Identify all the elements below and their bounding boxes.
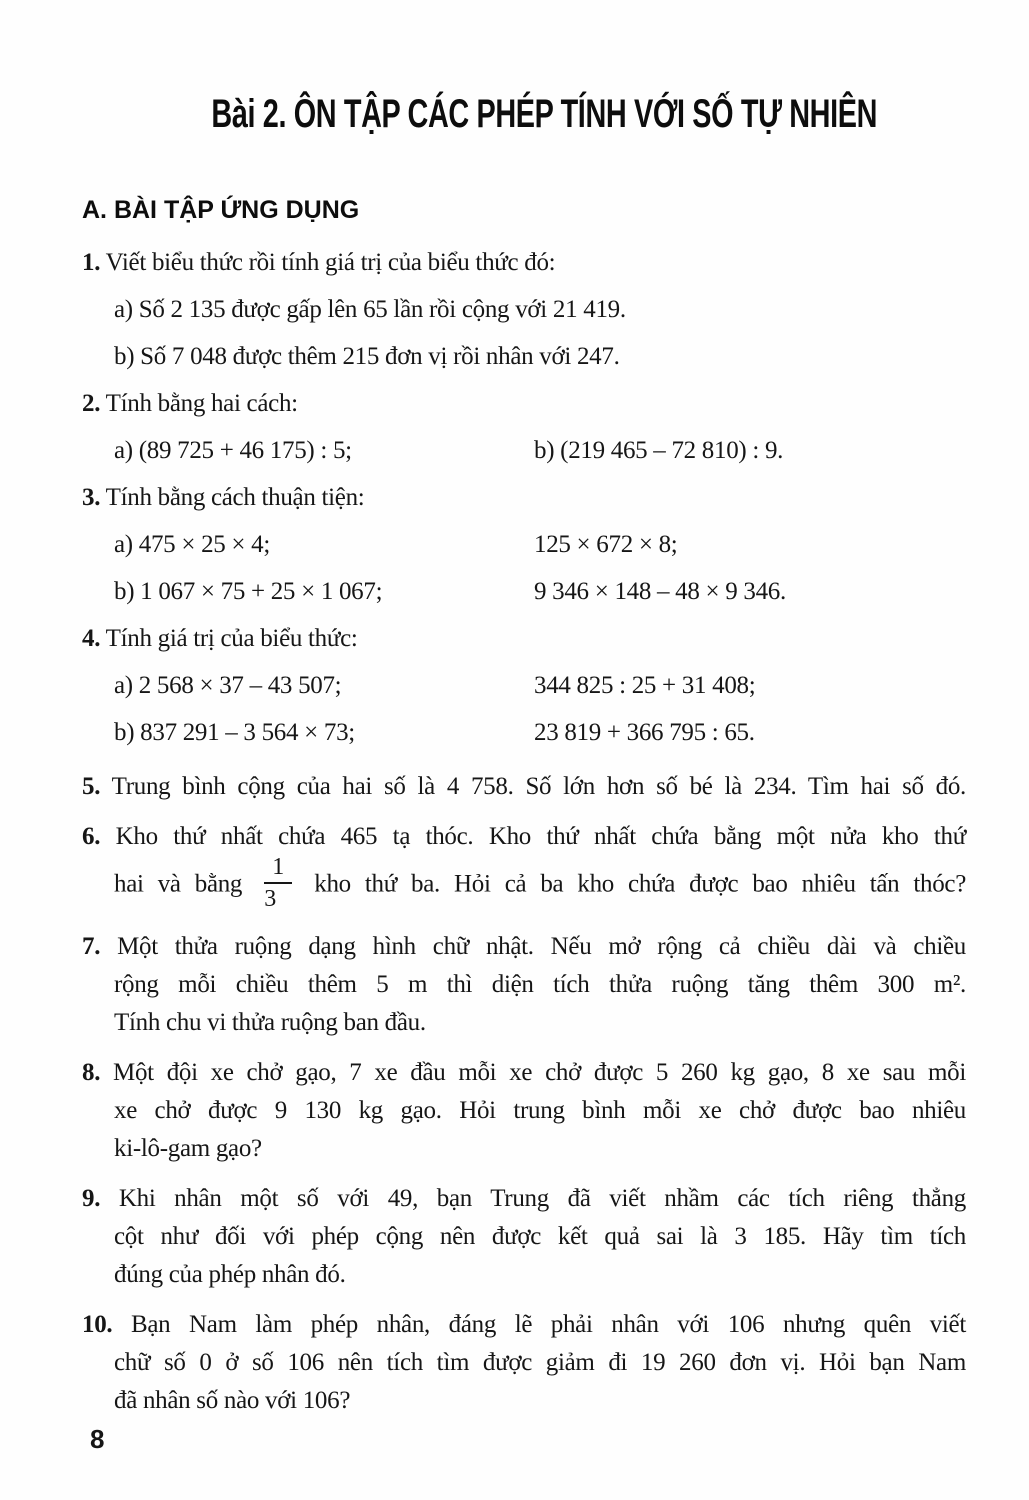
problem-number: 5. xyxy=(82,773,101,800)
problem-2-intro-line xyxy=(82,380,966,427)
expression-left: b) 837 291 – 3 564 × 73; xyxy=(114,719,355,746)
problem-number: 7. xyxy=(82,933,101,960)
expression-right: 23 819 + 366 795 : 65. xyxy=(534,719,755,746)
problem-text: kho thứ ba. Hỏi cả ba kho chứa được bao nhiêu tấn thóc? xyxy=(314,870,967,898)
problem-6-line-2 xyxy=(114,856,966,916)
problem-9-line-1 xyxy=(82,1180,966,1218)
problem-9-line-2: cột như đối với phép cộng nên được kết quả sai là 3 185. Hãy tìm tích xyxy=(114,1223,966,1250)
problem-8 xyxy=(82,1054,966,1168)
problem-2-expressions xyxy=(114,427,966,474)
problem-7 xyxy=(82,928,966,1042)
expression-left: a) 2 568 × 37 – 43 507; xyxy=(114,672,342,699)
problem-number: 3. xyxy=(82,484,101,511)
page-number: 8 xyxy=(90,1424,105,1454)
problem-8-line-3: ki-lô-gam gạo? xyxy=(114,1135,262,1162)
problem-text: Kho thứ nhất chứa 465 tạ thóc. Kho thứ nhất chứa bằng một nửa kho thứ xyxy=(115,823,966,850)
expression-left: b) 1 067 × 75 + 25 × 1 067; xyxy=(114,578,383,605)
problem-9-line-3: đúng của phép nhân đó. xyxy=(114,1261,346,1288)
problem-4-expressions-b xyxy=(114,709,966,756)
page-content xyxy=(82,0,966,1420)
problem-text: Bạn Nam làm phép nhân, đáng lẽ phải nhân với 106 nhưng quên viết xyxy=(131,1311,966,1338)
problem-4-intro-line xyxy=(82,615,966,662)
problem-text: Trung bình cộng của hai số là 4 758. Số lớn hơn số bé là 234. Tìm hai số đó. xyxy=(111,773,967,800)
problem-number: 6. xyxy=(82,823,101,850)
problem-intro: Tính giá trị của biểu thức: xyxy=(105,625,358,652)
problem-number: 4. xyxy=(82,625,101,652)
expression-right: 344 825 : 25 + 31 408; xyxy=(534,672,756,699)
lesson-title-wrap xyxy=(82,92,966,145)
problem-8-line-2: xe chở được 9 130 kg gạo. Hỏi trung bình mỗi xe chở được bao nhiêu xyxy=(114,1097,966,1124)
problem-number: 10. xyxy=(82,1311,113,1338)
problem-number: 1. xyxy=(82,249,101,276)
problem-intro: Viết biểu thức rồi tính giá trị của biểu thức đó: xyxy=(105,249,556,276)
problem-5 xyxy=(82,768,966,806)
problem-text: Một đội xe chở gạo, 7 xe đầu mỗi xe chở được 5 260 kg gạo, 8 xe sau mỗi xyxy=(113,1059,967,1086)
problem-9 xyxy=(82,1180,966,1294)
problem-number: 9. xyxy=(82,1185,101,1212)
fraction-one-third xyxy=(264,853,292,913)
problem-3 xyxy=(82,474,966,615)
expression-left: a) (89 725 + 46 175) : 5; xyxy=(114,437,352,464)
problem-number: 8. xyxy=(82,1059,101,1086)
problem-text: hai và bằng xyxy=(114,870,243,898)
problem-2 xyxy=(82,380,966,474)
problem-4-expressions-a xyxy=(114,662,966,709)
problem-10 xyxy=(82,1306,966,1420)
problem-1 xyxy=(82,239,966,380)
problem-7-line-3: Tính chu vi thửa ruộng ban đầu. xyxy=(114,1009,426,1036)
problem-7-line-2: rộng mỗi chiều thêm 5 m thì diện tích thửa ruộng tăng thêm 300 m². xyxy=(114,971,966,998)
problem-3-expressions-a xyxy=(114,521,966,568)
lesson-title: Bài 2. ÔN TẬP CÁC PHÉP TÍNH VỚI SỐ TỰ NHIÊN xyxy=(211,92,878,136)
problem-6 xyxy=(82,818,966,916)
problem-8-line-1 xyxy=(82,1054,966,1092)
problem-text: Khi nhân một số với 49, bạn Trung đã viết nhầm các tích riêng thẳng xyxy=(118,1185,966,1212)
problem-text: Một thửa ruộng dạng hình chữ nhật. Nếu mở rộng cả chiều dài và chiều xyxy=(117,933,967,960)
problem-10-line-1 xyxy=(82,1306,966,1344)
fraction-numerator: 1 xyxy=(264,853,292,884)
expression-right: b) (219 465 – 72 810) : 9. xyxy=(534,437,784,464)
problem-1-intro-line xyxy=(82,239,966,286)
problem-intro: Tính bằng cách thuận tiện: xyxy=(105,484,365,511)
problems-list xyxy=(82,239,966,1420)
problem-4 xyxy=(82,615,966,756)
problem-10-line-2: chữ số 0 ở số 106 nên tích tìm được giảm đi 19 260 đơn vị. Hỏi bạn Nam xyxy=(114,1349,966,1376)
expression-right: 9 346 × 148 – 48 × 9 346. xyxy=(534,578,786,605)
problem-7-line-1 xyxy=(82,928,966,966)
problem-3-intro-line xyxy=(82,474,966,521)
problem-6-line-1 xyxy=(82,818,966,856)
problem-1-subitem-b: b) Số 7 048 được thêm 215 đơn vị rồi nhân với 247. xyxy=(114,343,620,370)
problem-5-line-1 xyxy=(82,768,966,806)
problem-10-line-3: đã nhân số nào với 106? xyxy=(114,1387,351,1414)
expression-right: 125 × 672 × 8; xyxy=(534,531,678,558)
problem-3-expressions-b xyxy=(114,568,966,615)
section-heading: A. BÀI TẬP ỨNG DỤNG xyxy=(82,196,360,224)
problem-1-subitem-a: a) Số 2 135 được gấp lên 65 lần rồi cộng với 21 419. xyxy=(114,296,626,323)
expression-left: a) 475 × 25 × 4; xyxy=(114,531,271,558)
problem-number: 2. xyxy=(82,390,101,417)
fraction-denominator: 3 xyxy=(264,886,277,912)
problem-intro: Tính bằng hai cách: xyxy=(105,390,298,417)
